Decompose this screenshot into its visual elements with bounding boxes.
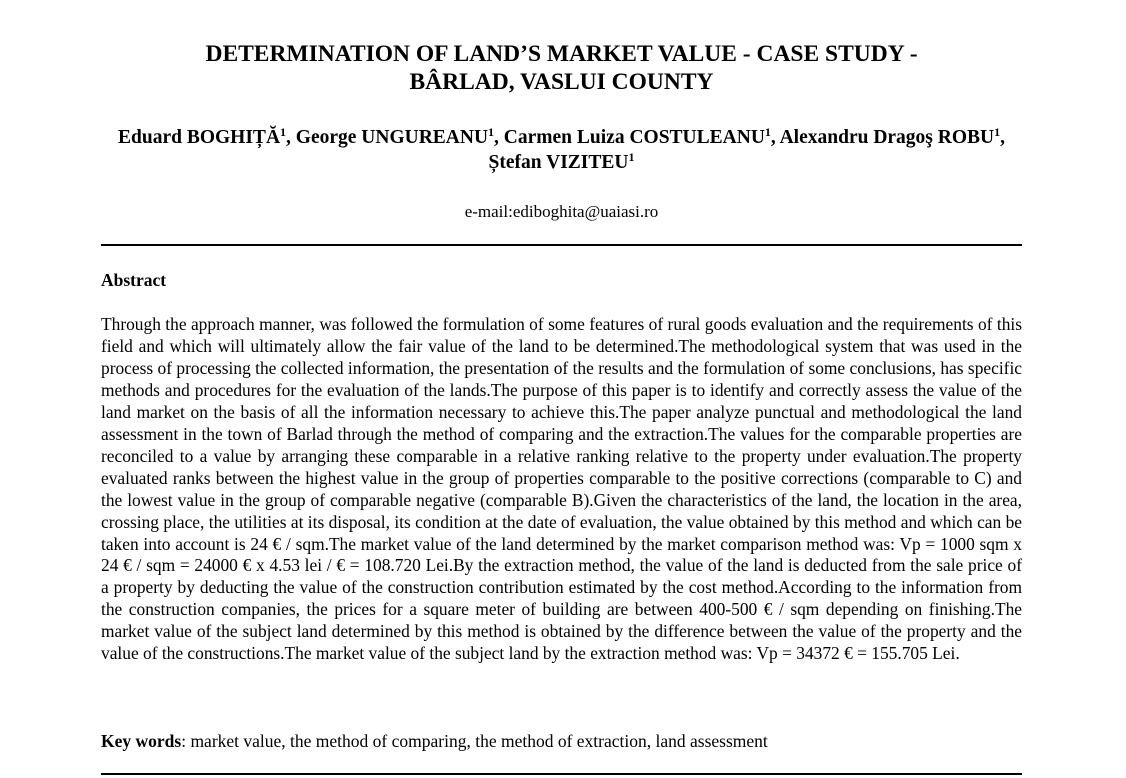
- author-name: Ștefan VIZITEU: [488, 152, 629, 173]
- title-line-1: DETERMINATION OF LAND’S MARKET VALUE - CASE STUDY -: [205, 41, 918, 67]
- author-affiliation: 1: [994, 125, 1001, 139]
- abstract-heading: Abstract: [101, 270, 167, 290]
- footer-divider: [101, 773, 1022, 775]
- paper-title: [101, 40, 1022, 96]
- author-email: e-mail:ediboghita@uaiasi.ro: [464, 202, 659, 221]
- abstract-text: Through the approach manner, was followed the formulation of some features of rural goods evaluation and the requirements of this field and which will ultimately allow the fair value of the land to be determined.The methodological system that was used in the process of processing the collected information, the presentation of the results and the formulation of some conclusions, has specific methods and procedures for the evaluation of the lands.The purpose of this paper is to identify and correctly assess the value of the land market on the basis of all the information necessary to achieve this.The paper analyze punctual and methodological the land assessment in the town of Barlad through the method of comparing and the extraction.The values for the comparable properties are reconciled to a value by arranging these comparable in a relative ranking relative to the property under evaluation.The property evaluated ranks between the highest value in the group of properties comparable to the positive corrections (comparable to C) and the lowest value in the group of comparable negative (comparable B).Given the characteristics of the land, the location in the area, crossing place, the utilities at its disposal, its condition at the date of evaluation, the value obtained by this method and which can be taken into account is 24 € / sqm.The market value of the land determined by the market comparison method was: Vp = 1000 sqm x 24 € / sqm = 24000 € x 4.53 lei / € = 108.720 Lei.By the extraction method, the value of the land is deducted from the sale price of a property by deducting the value of the construction contribution estimated by the cost method.According to the information from the construction companies, the prices for a square meter of building are between 400-500 € / sqm depending on finishing.The market value of the subject land determined by this method is obtained by the difference between the value of the property and the value of the constructions.The market value of the subject land by the extraction method was: Vp = 34372 € = 155.705 Lei.: [101, 314, 1022, 664]
- author-affiliation: 1: [488, 125, 495, 139]
- author-name: Carmen Luiza COSTULEANU: [503, 127, 765, 148]
- author-list: Eduard BOGHIȚĂ$^1$, George UNGUREANU$^1$, Carmen Luiza COSTULEANU$^1$, Alexandru Dragoş ROBU$^1$, Ștefan VIZITEU$^1$: [118, 125, 1005, 173]
- author-name: George UNGUREANU: [295, 127, 489, 148]
- keywords: [101, 731, 1022, 751]
- author-affiliation: 1: [764, 125, 771, 139]
- author-name: Alexandru Dragoş ROBU: [779, 127, 995, 148]
- author-affiliation: 1: [280, 125, 287, 139]
- author-name: Eduard BOGHIȚĂ: [118, 127, 281, 148]
- header-divider: [101, 244, 1022, 246]
- keywords-label: Key words: [101, 731, 182, 751]
- title-line-2: BÂRLAD, VASLUI COUNTY: [409, 69, 714, 95]
- keywords-text: : market value, the method of comparing, the method of extraction, land assessment: [181, 731, 768, 751]
- author-affiliation: 1: [628, 150, 635, 164]
